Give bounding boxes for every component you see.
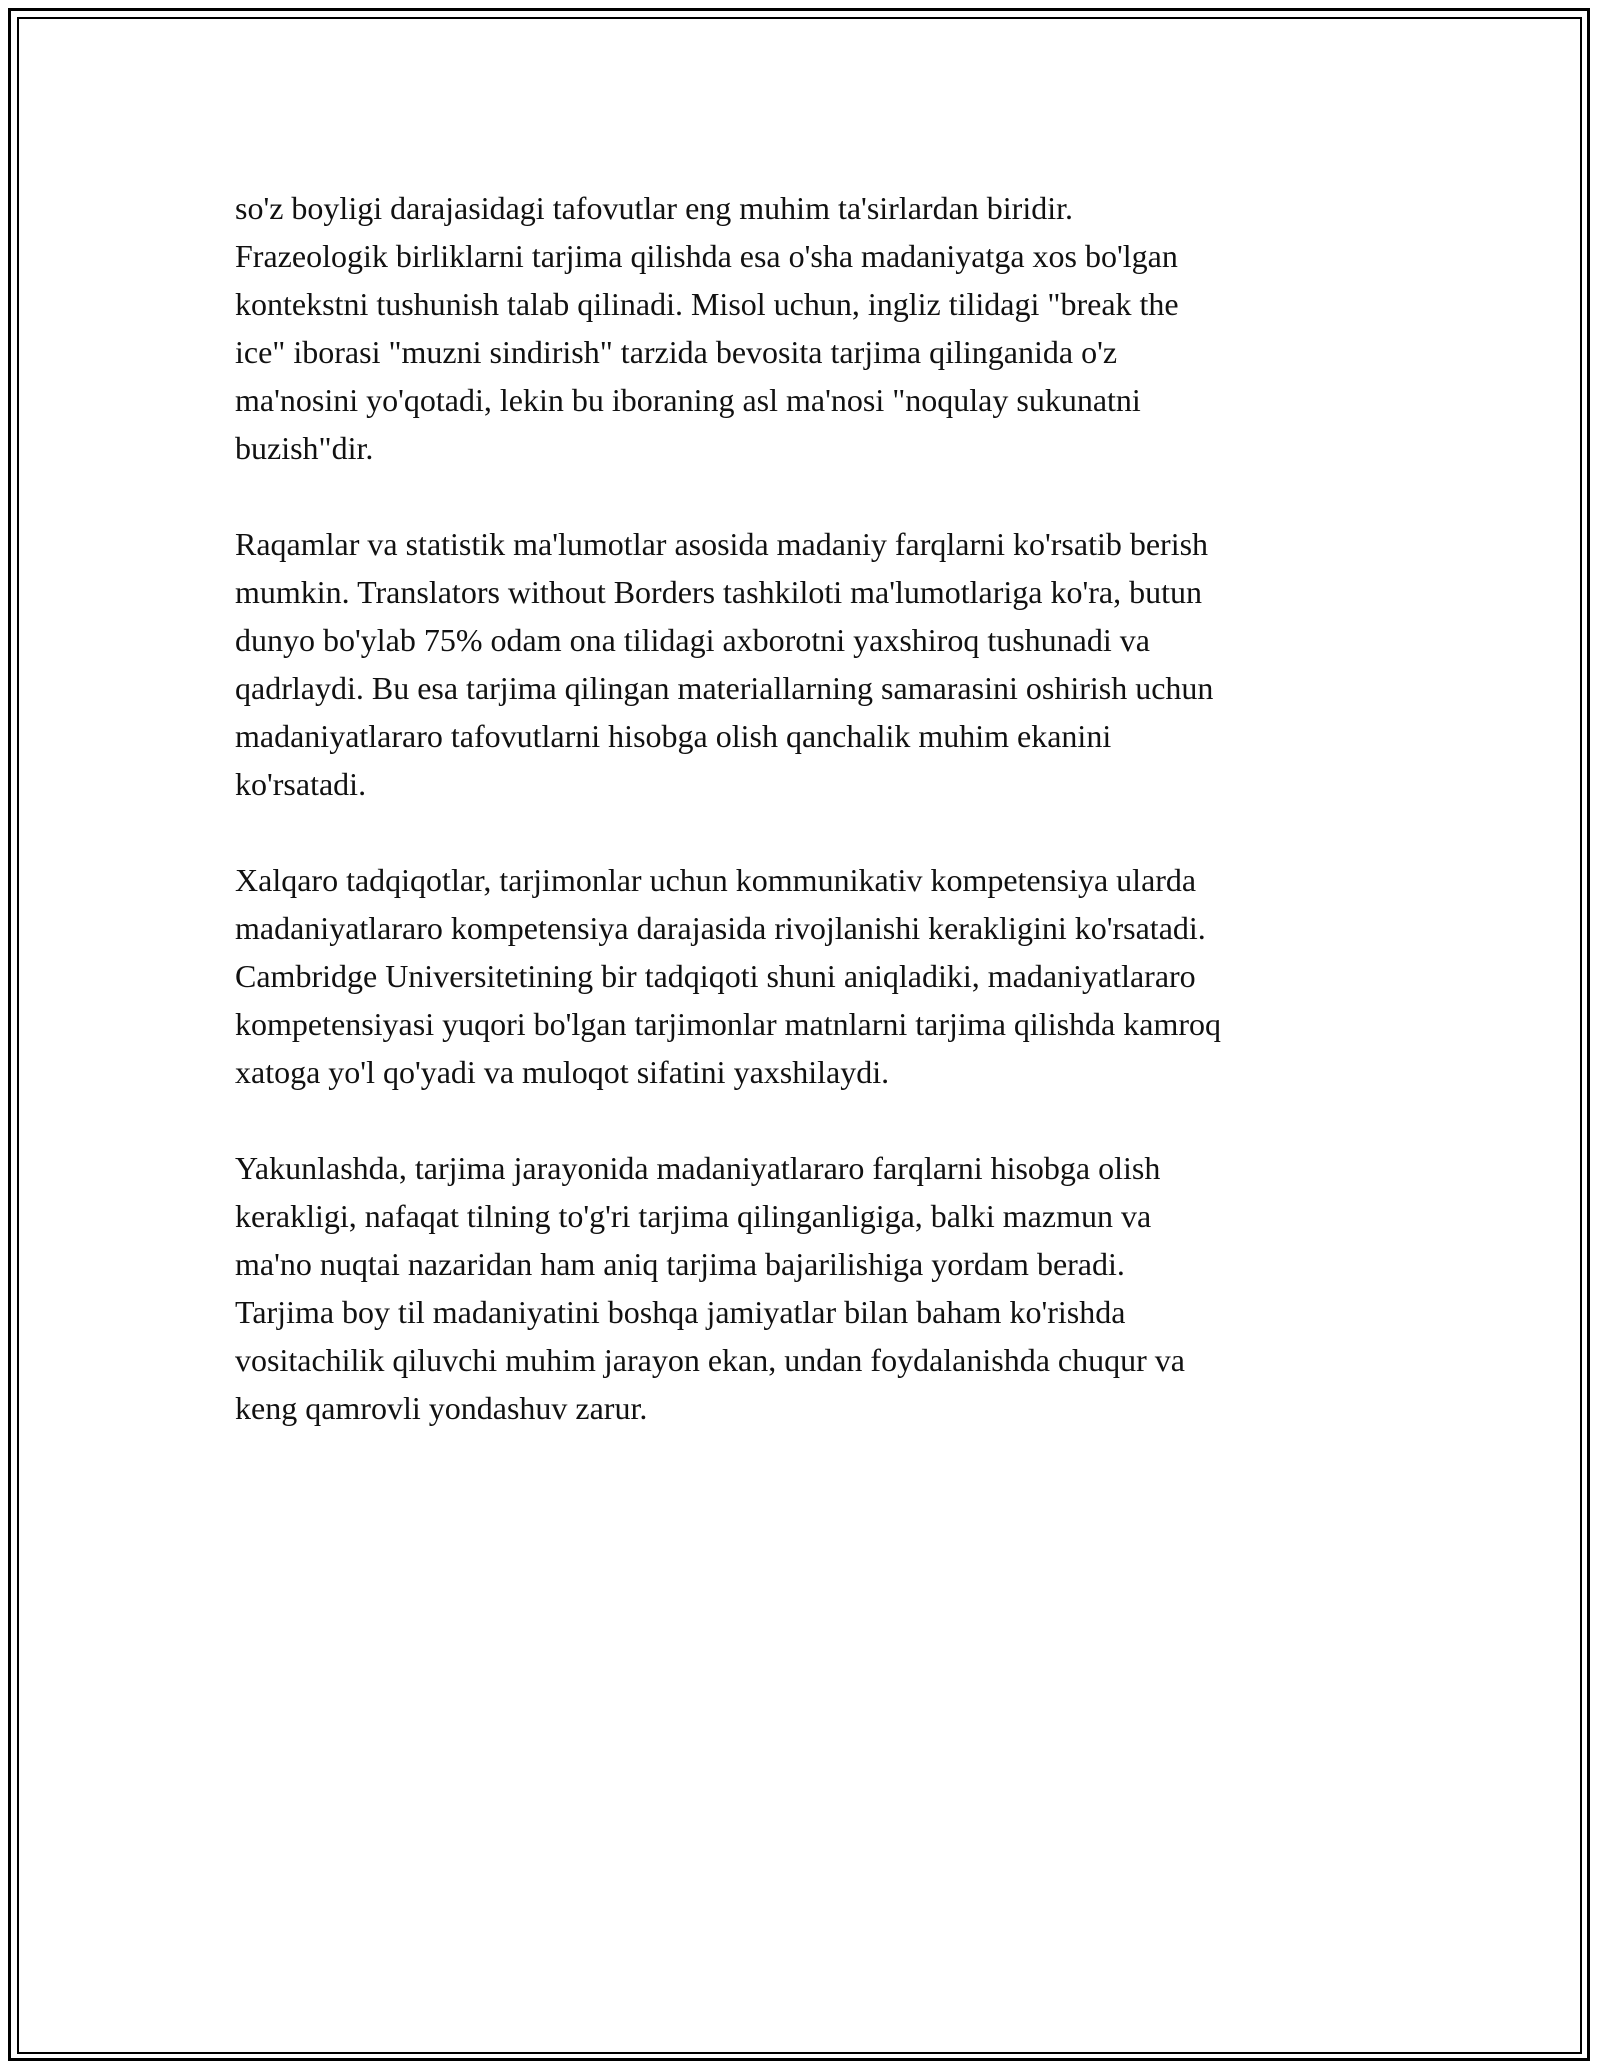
text-line: keng qamrovli yondashuv zarur. [235,1390,648,1426]
text-line: Raqamlar va statistik ma'lumotlar asosida madaniy farqlarni ko'rsatib berish [235,526,1209,562]
text-line: kontekstni tushunish talab qilinadi. Misol uchun, ingliz tilidagi "break the [235,286,1179,322]
text-line: mumkin. Translators without Borders tashkiloti ma'lumotlariga ko'ra, butun [235,574,1203,610]
text-line: ko'rsatadi. [235,766,367,802]
paragraph-2 [235,520,1375,808]
text-line: Tarjima boy til madaniyatini boshqa jamiyatlar bilan baham ko'rishda [235,1294,1126,1330]
text-line: xatoga yo'l qo'yadi va muloqot sifatini yaxshilaydi. [235,1054,890,1090]
text-line: Xalqaro tadqiqotlar, tarjimonlar uchun kommunikativ kompetensiya ularda [235,862,1197,898]
text-line: dunyo bo'ylab 75% odam ona tilidagi axborotni yaxshiroq tushunadi va [235,622,1150,658]
text-line: qadrlaydi. Bu esa tarjima qilingan materiallarning samarasini oshirish uchun [235,670,1214,706]
text-line: Yakunlashda, tarjima jarayonida madaniyatlararo farqlarni hisobga olish [235,1150,1161,1186]
text-line: ma'nosini yo'qotadi, lekin bu iboraning asl ma'nosi "noqulay sukunatni [235,382,1141,418]
text-line: madaniyatlararo tafovutlarni hisobga olish qanchalik muhim ekanini [235,718,1112,754]
text-line: buzish"dir. [235,430,374,466]
text-line: kompetensiyasi yuqori bo'lgan tarjimonlar matnlarni tarjima qilishda kamroq [235,1006,1221,1042]
paragraph-1 [235,184,1375,472]
paragraph-4 [235,1144,1375,1432]
text-line: so'z boyligi darajasidagi tafovutlar eng muhim ta'sirlardan biridir. [235,190,1073,226]
text-line: madaniyatlararo kompetensiya darajasida rivojlanishi kerakligini ko'rsatadi. [235,910,1206,946]
document-body [235,184,1375,1480]
text-line: Cambridge Universitetining bir tadqiqoti shuni aniqladiki, madaniyatlararo [235,958,1196,994]
text-line: Frazeologik birliklarni tarjima qilishda esa o'sha madaniyatga xos bo'lgan [235,238,1178,274]
text-line: vositachilik qiluvchi muhim jarayon ekan, undan foydalanishda chuqur va [235,1342,1185,1378]
text-line: ice" iborasi "muzni sindirish" tarzida bevosita tarjima qilinganida o'z [235,334,1118,370]
text-line: ma'no nuqtai nazaridan ham aniq tarjima bajarilishiga yordam beradi. [235,1246,1125,1282]
paragraph-3 [235,856,1375,1096]
text-line: kerakligi, nafaqat tilning to'g'ri tarjima qilinganligiga, balki mazmun va [235,1198,1152,1234]
